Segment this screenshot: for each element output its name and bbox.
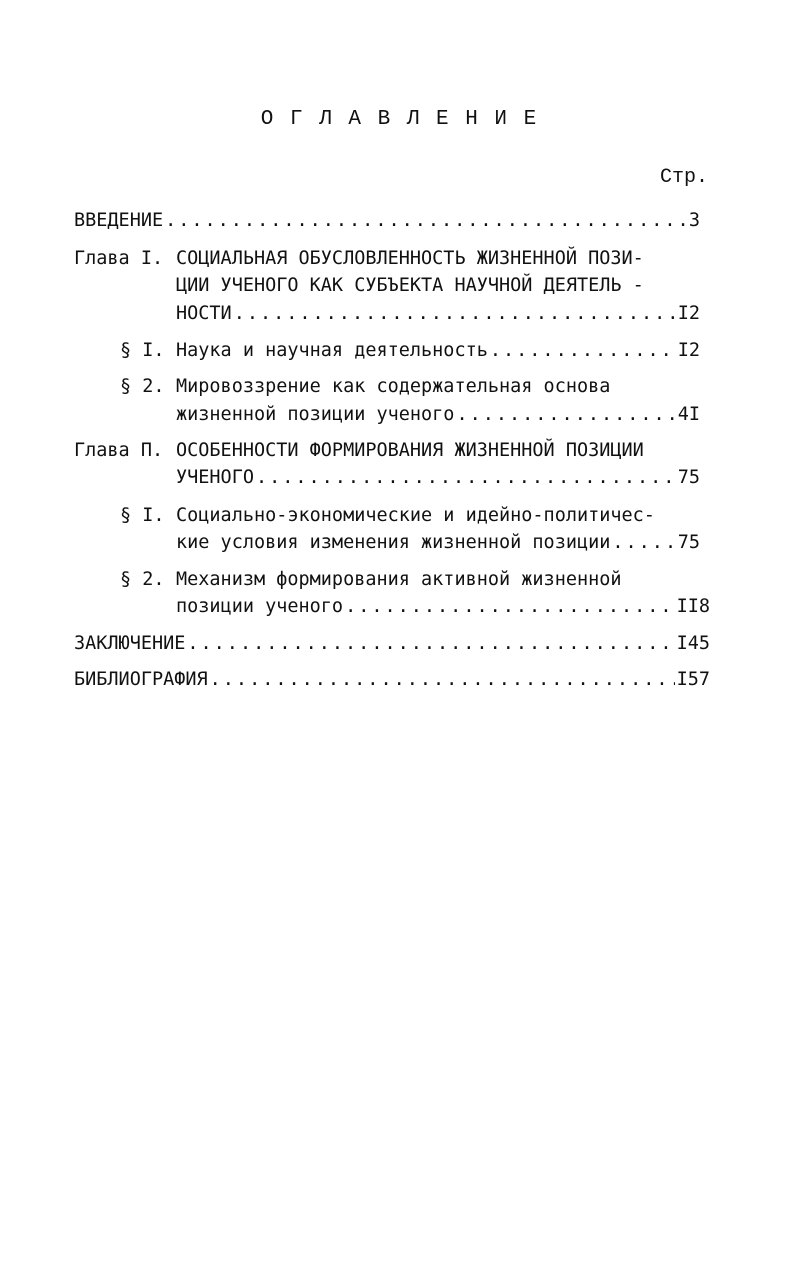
toc-entry-text: УЧЕНОГО — [176, 467, 254, 488]
toc-entry-text: жизненной позиции ученого — [176, 404, 455, 425]
toc-page-number: I2 — [677, 340, 700, 361]
toc-entry-text: позиции ученого — [176, 596, 344, 617]
page-column-header: Стр. — [660, 166, 709, 189]
toc-entry-section[interactable] — [176, 530, 700, 556]
dot-leader — [234, 301, 676, 327]
toc-entry-intro[interactable] — [74, 208, 700, 234]
section-label: § I. — [120, 340, 165, 361]
toc-entry-text[interactable]: Социально-экономические и идейно-политичес- — [176, 505, 655, 526]
dot-leader — [210, 667, 675, 693]
chapter-label: Глава I. — [74, 248, 164, 269]
toc-page-number: I57 — [676, 669, 710, 690]
toc-entry-text: НОСТИ — [176, 303, 232, 324]
toc-page-number: 75 — [677, 532, 700, 553]
section-label: § I. — [120, 505, 165, 526]
toc-entry-section[interactable] — [176, 594, 710, 620]
dot-leader — [612, 530, 675, 556]
toc-entry-text[interactable]: СОЦИАЛЬНАЯ ОБУСЛОВЛЕННОСТЬ ЖИЗНЕННОЙ ПОЗИ- — [176, 248, 644, 269]
toc-entry-chapter-1[interactable] — [176, 301, 700, 327]
toc-page-number: 3 — [688, 210, 700, 231]
toc-entry-text: Наука и научная деятельность — [176, 340, 488, 361]
toc-entry-bibliography[interactable] — [74, 667, 710, 693]
section-label: § 2. — [120, 376, 165, 397]
toc-entry-text[interactable]: ОСОБЕННОСТИ ФОРМИРОВАНИЯ ЖИЗНЕННОЙ ПОЗИЦИИ — [176, 440, 644, 461]
toc-entry-text: ВВЕДЕНИЕ — [74, 210, 164, 231]
chapter-label: Глава П. — [74, 440, 164, 461]
dot-leader — [490, 338, 676, 364]
toc-entry-text: ЗАКЛЮЧЕНИЕ — [74, 633, 186, 654]
toc-entry-text: БИБЛИОГРАФИЯ — [74, 669, 208, 690]
toc-page-number: II8 — [676, 596, 710, 617]
toc-page-number: I2 — [677, 303, 700, 324]
toc-entry-text[interactable]: Мировоззрение как содержательная основа — [176, 376, 611, 397]
toc-page-number: 75 — [677, 467, 700, 488]
toc-entry-section[interactable] — [176, 338, 700, 364]
toc-entry-text: кие условия изменения жизненной позиции — [176, 532, 611, 553]
toc-entry-text[interactable]: ЦИИ УЧЕНОГО КАК СУБЪЕКТА НАУЧНОЙ ДЕЯТЕЛЬ - — [176, 275, 644, 296]
dot-leader — [187, 631, 674, 657]
toc-page-number: I45 — [676, 633, 710, 654]
toc-entry-chapter-2[interactable] — [176, 465, 700, 491]
toc-entry-conclusion[interactable] — [74, 631, 710, 657]
toc-entry-section[interactable] — [176, 402, 700, 428]
section-label: § 2. — [120, 569, 165, 590]
toc-page-number: 4I — [677, 404, 700, 425]
dot-leader — [165, 208, 687, 234]
dot-leader — [256, 465, 676, 491]
dot-leader — [456, 402, 675, 428]
page-title: О Г Л А В Л Е Н И Е — [260, 108, 539, 131]
toc-entry-text[interactable]: Механизм формирования активной жизненной — [176, 569, 622, 590]
dot-leader — [345, 594, 675, 620]
